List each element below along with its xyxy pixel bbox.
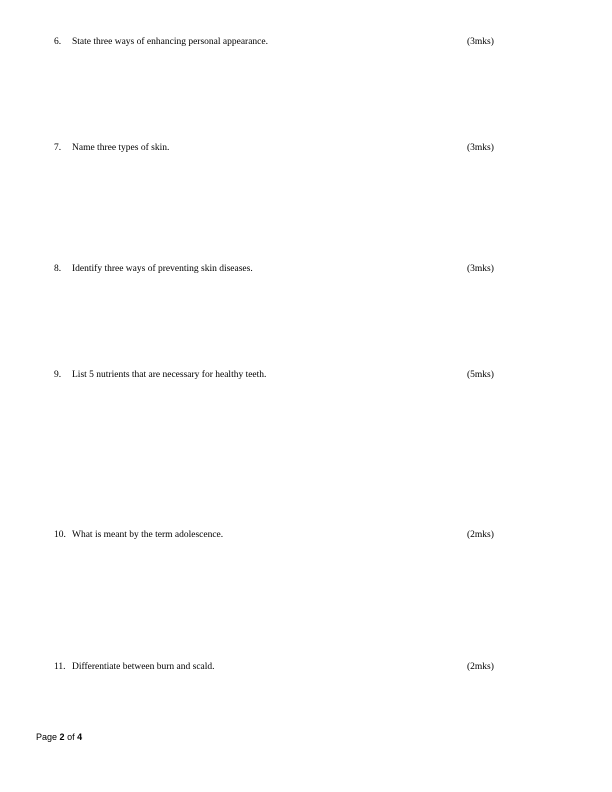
question-9	[0, 368, 612, 382]
question-text: Name three types of skin.	[72, 143, 170, 153]
of-label: of	[67, 732, 75, 742]
question-number: 9.	[54, 370, 62, 380]
question-marks: (5mks)	[467, 370, 494, 380]
question-number: 11.	[54, 662, 66, 672]
question-text: What is meant by the term adolescence.	[72, 530, 224, 540]
question-marks: (3mks)	[467, 264, 494, 274]
question-marks: (2mks)	[467, 662, 494, 672]
question-text: State three ways of enhancing personal appearance.	[72, 37, 268, 47]
question-number: 8.	[54, 264, 62, 274]
question-10	[0, 528, 612, 542]
question-text: List 5 nutrients that are necessary for healthy teeth.	[72, 370, 267, 380]
question-text: Differentiate between burn and scald.	[72, 662, 215, 672]
question-marks: (2mks)	[467, 530, 494, 540]
question-number: 6.	[54, 37, 62, 47]
question-number: 7.	[54, 143, 62, 153]
question-marks: (3mks)	[467, 143, 494, 153]
question-8	[0, 262, 612, 276]
current-page: 2	[59, 732, 65, 742]
question-marks: (3mks)	[467, 37, 494, 47]
question-number: 10.	[54, 530, 66, 540]
page-footer	[36, 731, 82, 743]
total-pages: 4	[77, 732, 83, 742]
question-7	[0, 141, 612, 155]
question-text: Identify three ways of preventing skin diseases.	[72, 264, 253, 274]
question-6	[0, 35, 612, 49]
question-11	[0, 660, 612, 674]
page-label: Page	[36, 732, 58, 742]
